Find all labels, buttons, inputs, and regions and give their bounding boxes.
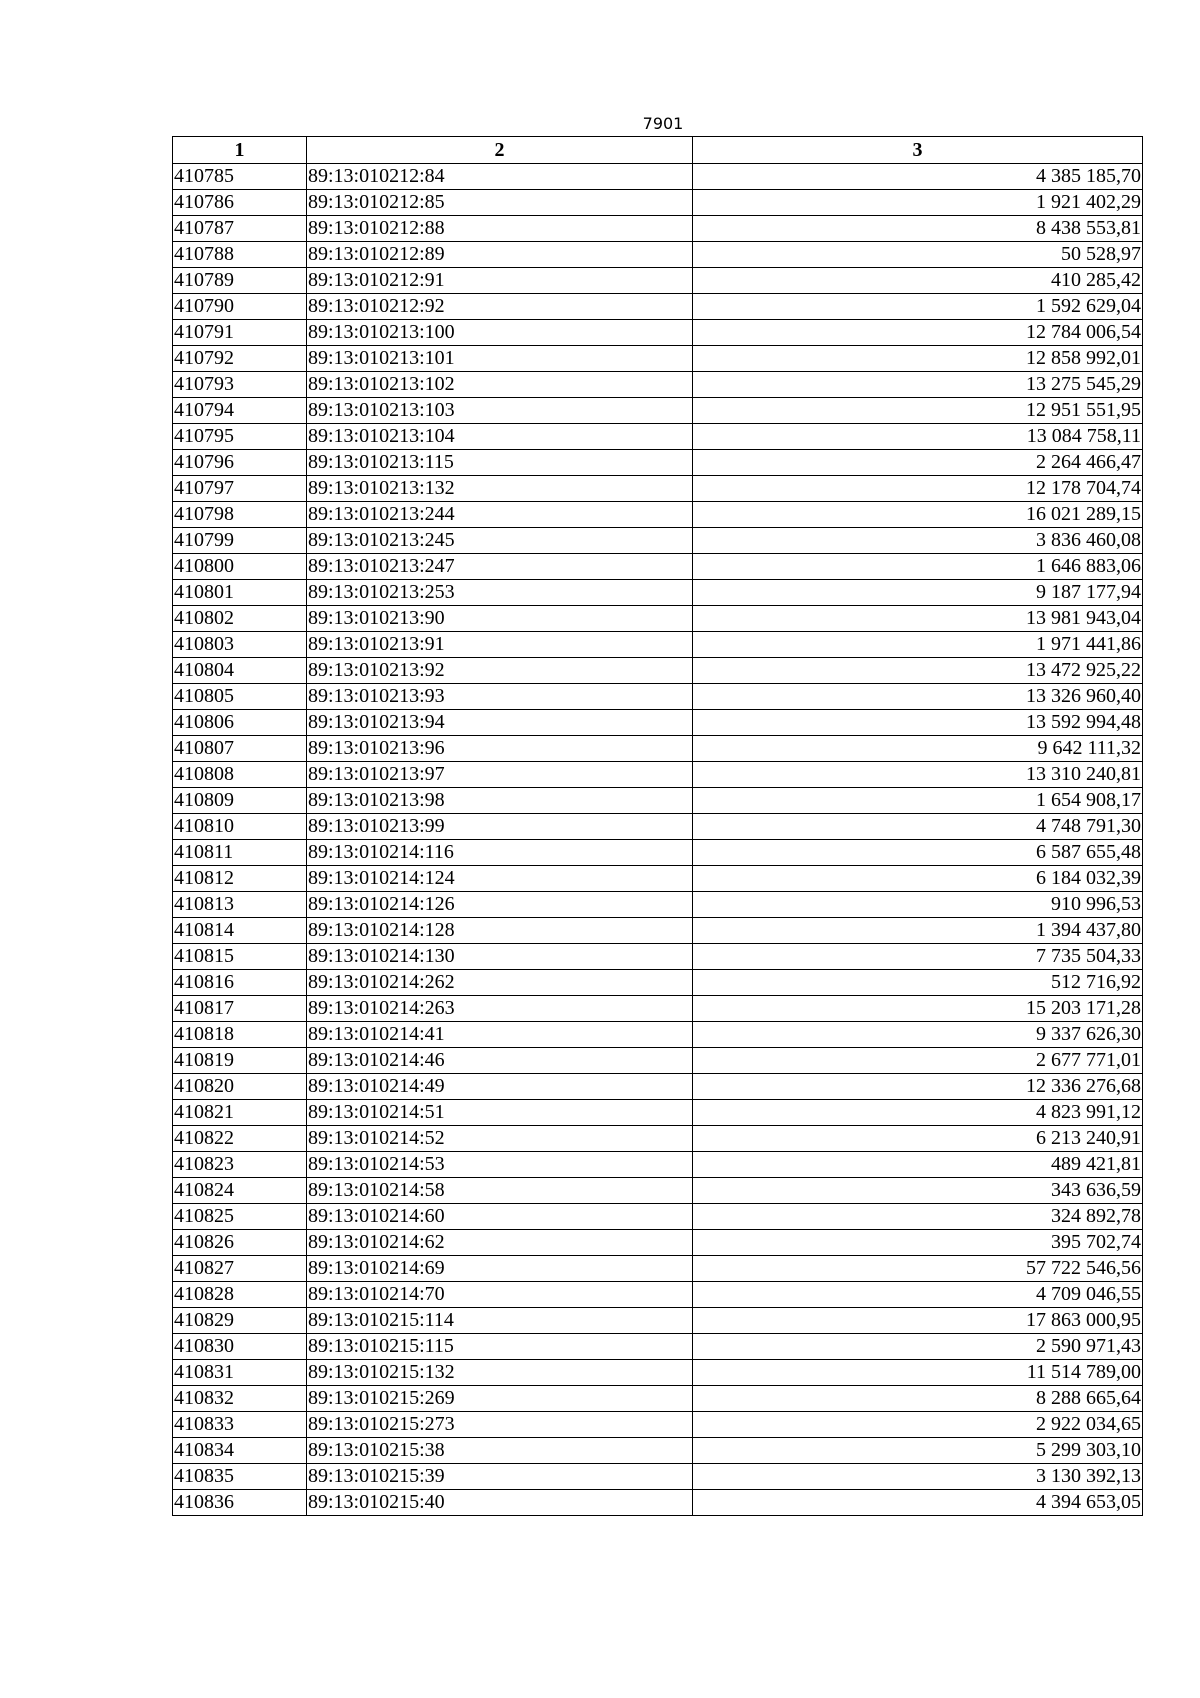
table-row [173,840,1143,866]
cadastral-number-cell: 89:13:010214:126 [307,892,693,918]
row-number-cell: 410824 [173,1178,307,1204]
value-cell: 2 922 034,65 [693,1412,1143,1438]
value-cell: 1 971 441,86 [693,632,1143,658]
cadastral-number-cell: 89:13:010214:53 [307,1152,693,1178]
value-cell: 3 130 392,13 [693,1464,1143,1490]
value-cell: 395 702,74 [693,1230,1143,1256]
row-number-cell: 410829 [173,1308,307,1334]
cadastral-number-cell: 89:13:010215:132 [307,1360,693,1386]
row-number-cell: 410836 [173,1490,307,1516]
row-number-cell: 410821 [173,1100,307,1126]
table-row [173,1126,1143,1152]
cadastral-number-cell: 89:13:010215:269 [307,1386,693,1412]
row-number-cell: 410807 [173,736,307,762]
data-table [172,136,1143,1516]
row-number-cell: 410834 [173,1438,307,1464]
cadastral-number-cell: 89:13:010213:101 [307,346,693,372]
cadastral-number-cell: 89:13:010213:94 [307,710,693,736]
value-cell: 1 921 402,29 [693,190,1143,216]
table-row [173,606,1143,632]
value-cell: 4 748 791,30 [693,814,1143,840]
table-row [173,1022,1143,1048]
row-number-cell: 410825 [173,1204,307,1230]
table-row [173,398,1143,424]
table-row [173,320,1143,346]
row-number-cell: 410786 [173,190,307,216]
row-number-cell: 410795 [173,424,307,450]
table-row [173,1282,1143,1308]
cadastral-number-cell: 89:13:010215:39 [307,1464,693,1490]
cadastral-number-cell: 89:13:010214:62 [307,1230,693,1256]
cadastral-number-cell: 89:13:010212:85 [307,190,693,216]
cadastral-number-cell: 89:13:010213:96 [307,736,693,762]
table-row [173,216,1143,242]
cadastral-number-cell: 89:13:010213:253 [307,580,693,606]
row-number-cell: 410827 [173,1256,307,1282]
table-row [173,580,1143,606]
value-cell: 910 996,53 [693,892,1143,918]
value-cell: 324 892,78 [693,1204,1143,1230]
row-number-cell: 410833 [173,1412,307,1438]
value-cell: 489 421,81 [693,1152,1143,1178]
value-cell: 4 823 991,12 [693,1100,1143,1126]
row-number-cell: 410791 [173,320,307,346]
table-row [173,1386,1143,1412]
value-cell: 12 784 006,54 [693,320,1143,346]
row-number-cell: 410796 [173,450,307,476]
value-cell: 16 021 289,15 [693,502,1143,528]
row-number-cell: 410806 [173,710,307,736]
value-cell: 5 299 303,10 [693,1438,1143,1464]
row-number-cell: 410788 [173,242,307,268]
table-row [173,242,1143,268]
table-row [173,918,1143,944]
table-row [173,1204,1143,1230]
table-row [173,1490,1143,1516]
value-cell: 50 528,97 [693,242,1143,268]
column-header-1: 1 [173,137,307,164]
table-row [173,762,1143,788]
cadastral-number-cell: 89:13:010213:132 [307,476,693,502]
cadastral-number-cell: 89:13:010214:124 [307,866,693,892]
page-number: 7901 [642,114,684,133]
table-body [173,164,1143,1516]
table-row [173,502,1143,528]
table-row [173,528,1143,554]
column-header-3: 3 [693,137,1143,164]
cadastral-number-cell: 89:13:010214:49 [307,1074,693,1100]
table-row [173,346,1143,372]
cadastral-number-cell: 89:13:010215:114 [307,1308,693,1334]
value-cell: 1 646 883,06 [693,554,1143,580]
value-cell: 57 722 546,56 [693,1256,1143,1282]
table-row [173,1100,1143,1126]
cadastral-number-cell: 89:13:010214:263 [307,996,693,1022]
row-number-cell: 410832 [173,1386,307,1412]
row-number-cell: 410828 [173,1282,307,1308]
value-cell: 6 587 655,48 [693,840,1143,866]
row-number-cell: 410822 [173,1126,307,1152]
table-row [173,996,1143,1022]
table-row [173,164,1143,190]
row-number-cell: 410815 [173,944,307,970]
table-row [173,944,1143,970]
table-row [173,866,1143,892]
row-number-cell: 410785 [173,164,307,190]
table-row [173,658,1143,684]
value-cell: 9 187 177,94 [693,580,1143,606]
table-row [173,1412,1143,1438]
cadastral-number-cell: 89:13:010214:116 [307,840,693,866]
row-number-cell: 410803 [173,632,307,658]
cadastral-number-cell: 89:13:010214:128 [307,918,693,944]
value-cell: 15 203 171,28 [693,996,1143,1022]
row-number-cell: 410787 [173,216,307,242]
value-cell: 4 394 653,05 [693,1490,1143,1516]
row-number-cell: 410789 [173,268,307,294]
row-number-cell: 410809 [173,788,307,814]
cadastral-number-cell: 89:13:010213:91 [307,632,693,658]
table-row [173,684,1143,710]
cadastral-number-cell: 89:13:010213:245 [307,528,693,554]
cadastral-number-cell: 89:13:010212:91 [307,268,693,294]
table-row [173,710,1143,736]
row-number-cell: 410810 [173,814,307,840]
table-row [173,424,1143,450]
table-row [173,1334,1143,1360]
value-cell: 1 394 437,80 [693,918,1143,944]
cadastral-number-cell: 89:13:010214:52 [307,1126,693,1152]
value-cell: 17 863 000,95 [693,1308,1143,1334]
value-cell: 12 336 276,68 [693,1074,1143,1100]
cadastral-number-cell: 89:13:010212:92 [307,294,693,320]
table-row [173,1048,1143,1074]
row-number-cell: 410799 [173,528,307,554]
table-row [173,1230,1143,1256]
row-number-cell: 410835 [173,1464,307,1490]
table-row [173,554,1143,580]
row-number-cell: 410820 [173,1074,307,1100]
value-cell: 2 677 771,01 [693,1048,1143,1074]
cadastral-number-cell: 89:13:010213:98 [307,788,693,814]
cadastral-number-cell: 89:13:010214:58 [307,1178,693,1204]
table-row [173,190,1143,216]
value-cell: 13 084 758,11 [693,424,1143,450]
cadastral-number-cell: 89:13:010212:89 [307,242,693,268]
table-row [173,814,1143,840]
table-row [173,1074,1143,1100]
column-header-2: 2 [307,137,693,164]
cadastral-number-cell: 89:13:010214:51 [307,1100,693,1126]
row-number-cell: 410802 [173,606,307,632]
cadastral-number-cell: 89:13:010213:247 [307,554,693,580]
table-row [173,1464,1143,1490]
row-number-cell: 410819 [173,1048,307,1074]
row-number-cell: 410812 [173,866,307,892]
value-cell: 9 337 626,30 [693,1022,1143,1048]
cadastral-number-cell: 89:13:010214:70 [307,1282,693,1308]
value-cell: 12 858 992,01 [693,346,1143,372]
table-row [173,1178,1143,1204]
table-row [173,1152,1143,1178]
row-number-cell: 410808 [173,762,307,788]
value-cell: 512 716,92 [693,970,1143,996]
cadastral-number-cell: 89:13:010212:88 [307,216,693,242]
cadastral-number-cell: 89:13:010214:60 [307,1204,693,1230]
cadastral-number-cell: 89:13:010213:92 [307,658,693,684]
value-cell: 13 326 960,40 [693,684,1143,710]
row-number-cell: 410790 [173,294,307,320]
value-cell: 8 288 665,64 [693,1386,1143,1412]
value-cell: 13 310 240,81 [693,762,1143,788]
value-cell: 1 654 908,17 [693,788,1143,814]
row-number-cell: 410811 [173,840,307,866]
value-cell: 11 514 789,00 [693,1360,1143,1386]
value-cell: 9 642 111,32 [693,736,1143,762]
value-cell: 12 951 551,95 [693,398,1143,424]
row-number-cell: 410797 [173,476,307,502]
value-cell: 343 636,59 [693,1178,1143,1204]
table-row [173,294,1143,320]
value-cell: 7 735 504,33 [693,944,1143,970]
row-number-cell: 410800 [173,554,307,580]
cadastral-number-cell: 89:13:010214:46 [307,1048,693,1074]
cadastral-number-cell: 89:13:010213:115 [307,450,693,476]
row-number-cell: 410816 [173,970,307,996]
table-row [173,372,1143,398]
table-row [173,1308,1143,1334]
cadastral-number-cell: 89:13:010213:100 [307,320,693,346]
value-cell: 13 981 943,04 [693,606,1143,632]
row-number-cell: 410814 [173,918,307,944]
row-number-cell: 410830 [173,1334,307,1360]
cadastral-number-cell: 89:13:010214:41 [307,1022,693,1048]
table-row [173,788,1143,814]
row-number-cell: 410817 [173,996,307,1022]
row-number-cell: 410826 [173,1230,307,1256]
value-cell: 12 178 704,74 [693,476,1143,502]
table-row [173,268,1143,294]
cadastral-number-cell: 89:13:010215:273 [307,1412,693,1438]
row-number-cell: 410801 [173,580,307,606]
table-row [173,632,1143,658]
table-row [173,476,1143,502]
row-number-cell: 410831 [173,1360,307,1386]
cadastral-number-cell: 89:13:010213:97 [307,762,693,788]
row-number-cell: 410793 [173,372,307,398]
value-cell: 4 709 046,55 [693,1282,1143,1308]
cadastral-number-cell: 89:13:010213:102 [307,372,693,398]
value-cell: 13 472 925,22 [693,658,1143,684]
value-cell: 8 438 553,81 [693,216,1143,242]
table-row [173,892,1143,918]
cadastral-number-cell: 89:13:010213:99 [307,814,693,840]
cadastral-number-cell: 89:13:010213:103 [307,398,693,424]
cadastral-number-cell: 89:13:010212:84 [307,164,693,190]
value-cell: 2 264 466,47 [693,450,1143,476]
row-number-cell: 410818 [173,1022,307,1048]
row-number-cell: 410798 [173,502,307,528]
row-number-cell: 410823 [173,1152,307,1178]
value-cell: 13 275 545,29 [693,372,1143,398]
row-number-cell: 410813 [173,892,307,918]
cadastral-number-cell: 89:13:010214:262 [307,970,693,996]
row-number-cell: 410794 [173,398,307,424]
value-cell: 13 592 994,48 [693,710,1143,736]
cadastral-number-cell: 89:13:010213:104 [307,424,693,450]
cadastral-number-cell: 89:13:010213:90 [307,606,693,632]
table-row [173,1256,1143,1282]
table-row [173,736,1143,762]
table-row [173,1360,1143,1386]
value-cell: 2 590 971,43 [693,1334,1143,1360]
table-row [173,450,1143,476]
cadastral-number-cell: 89:13:010215:38 [307,1438,693,1464]
cadastral-number-cell: 89:13:010213:244 [307,502,693,528]
cadastral-number-cell: 89:13:010213:93 [307,684,693,710]
row-number-cell: 410805 [173,684,307,710]
table-row [173,1438,1143,1464]
row-number-cell: 410792 [173,346,307,372]
cadastral-number-cell: 89:13:010215:40 [307,1490,693,1516]
value-cell: 410 285,42 [693,268,1143,294]
cadastral-number-cell: 89:13:010214:130 [307,944,693,970]
value-cell: 6 213 240,91 [693,1126,1143,1152]
value-cell: 1 592 629,04 [693,294,1143,320]
row-number-cell: 410804 [173,658,307,684]
value-cell: 6 184 032,39 [693,866,1143,892]
cadastral-number-cell: 89:13:010214:69 [307,1256,693,1282]
value-cell: 3 836 460,08 [693,528,1143,554]
value-cell: 4 385 185,70 [693,164,1143,190]
table-header-row [173,137,1143,164]
table-row [173,970,1143,996]
cadastral-number-cell: 89:13:010215:115 [307,1334,693,1360]
